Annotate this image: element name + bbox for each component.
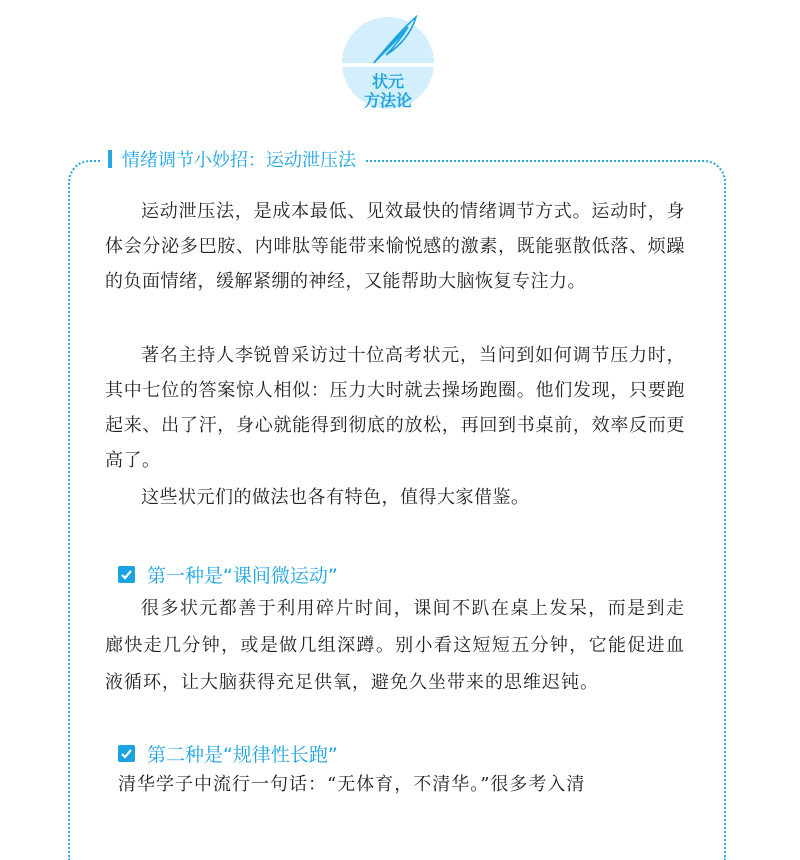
checkbox-icon	[118, 566, 135, 583]
checkbox-icon	[118, 745, 135, 762]
paragraph-3: 这些状元们的做法也各有特色，值得大家借鉴。	[141, 487, 530, 508]
feather-icon	[364, 11, 424, 71]
method-2-text: 清华学子中流行一句话：“无体育，不清华。”很多考入清	[118, 774, 586, 795]
method-1-heading	[118, 561, 338, 588]
badge-ribbon	[342, 63, 434, 67]
section-heading	[100, 146, 364, 172]
method-1-text: 很多状元都善于利用碎片时间，课间不趴在桌上发呆，而是到走廊快走几分钟，或是做几组深蹲。别小看这短短五分钟，它能促进血液循环，让大脑获得充足供氧，避免久坐带来的思维迟钝。	[105, 598, 685, 693]
badge-line2: 方法论	[363, 91, 412, 110]
method-1-title: 第一种是“课间微运动”	[147, 565, 338, 587]
section-badge	[342, 17, 434, 109]
heading-bar	[108, 150, 112, 168]
paragraph-1: 运动泄压法，是成本最低、见效最快的情绪调节方式。运动时，身体会分泌多巴胺、内啡肽等能带来愉悦感的激素，既能驱散低落、烦躁的负面情绪，缓解紧绷的神经，又能帮助大脑恢复专注力。	[105, 201, 685, 292]
paragraph-2: 著名主持人李锐曾采访过十位高考状元，当问到如何调节压力时，其中七位的答案惊人相似：压力大时就去操场跑圈。他们发现，只要跑起来、出了汗，身心就能得到彻底的放松，再回到书桌前，效率反而更高了。	[105, 345, 685, 471]
method-2-title: 第二种是“规律性长跑”	[147, 744, 338, 766]
badge-line1: 状元	[371, 72, 404, 91]
section-title: 情绪调节小妙招：运动泄压法	[122, 150, 356, 171]
method-2-heading	[118, 740, 338, 767]
